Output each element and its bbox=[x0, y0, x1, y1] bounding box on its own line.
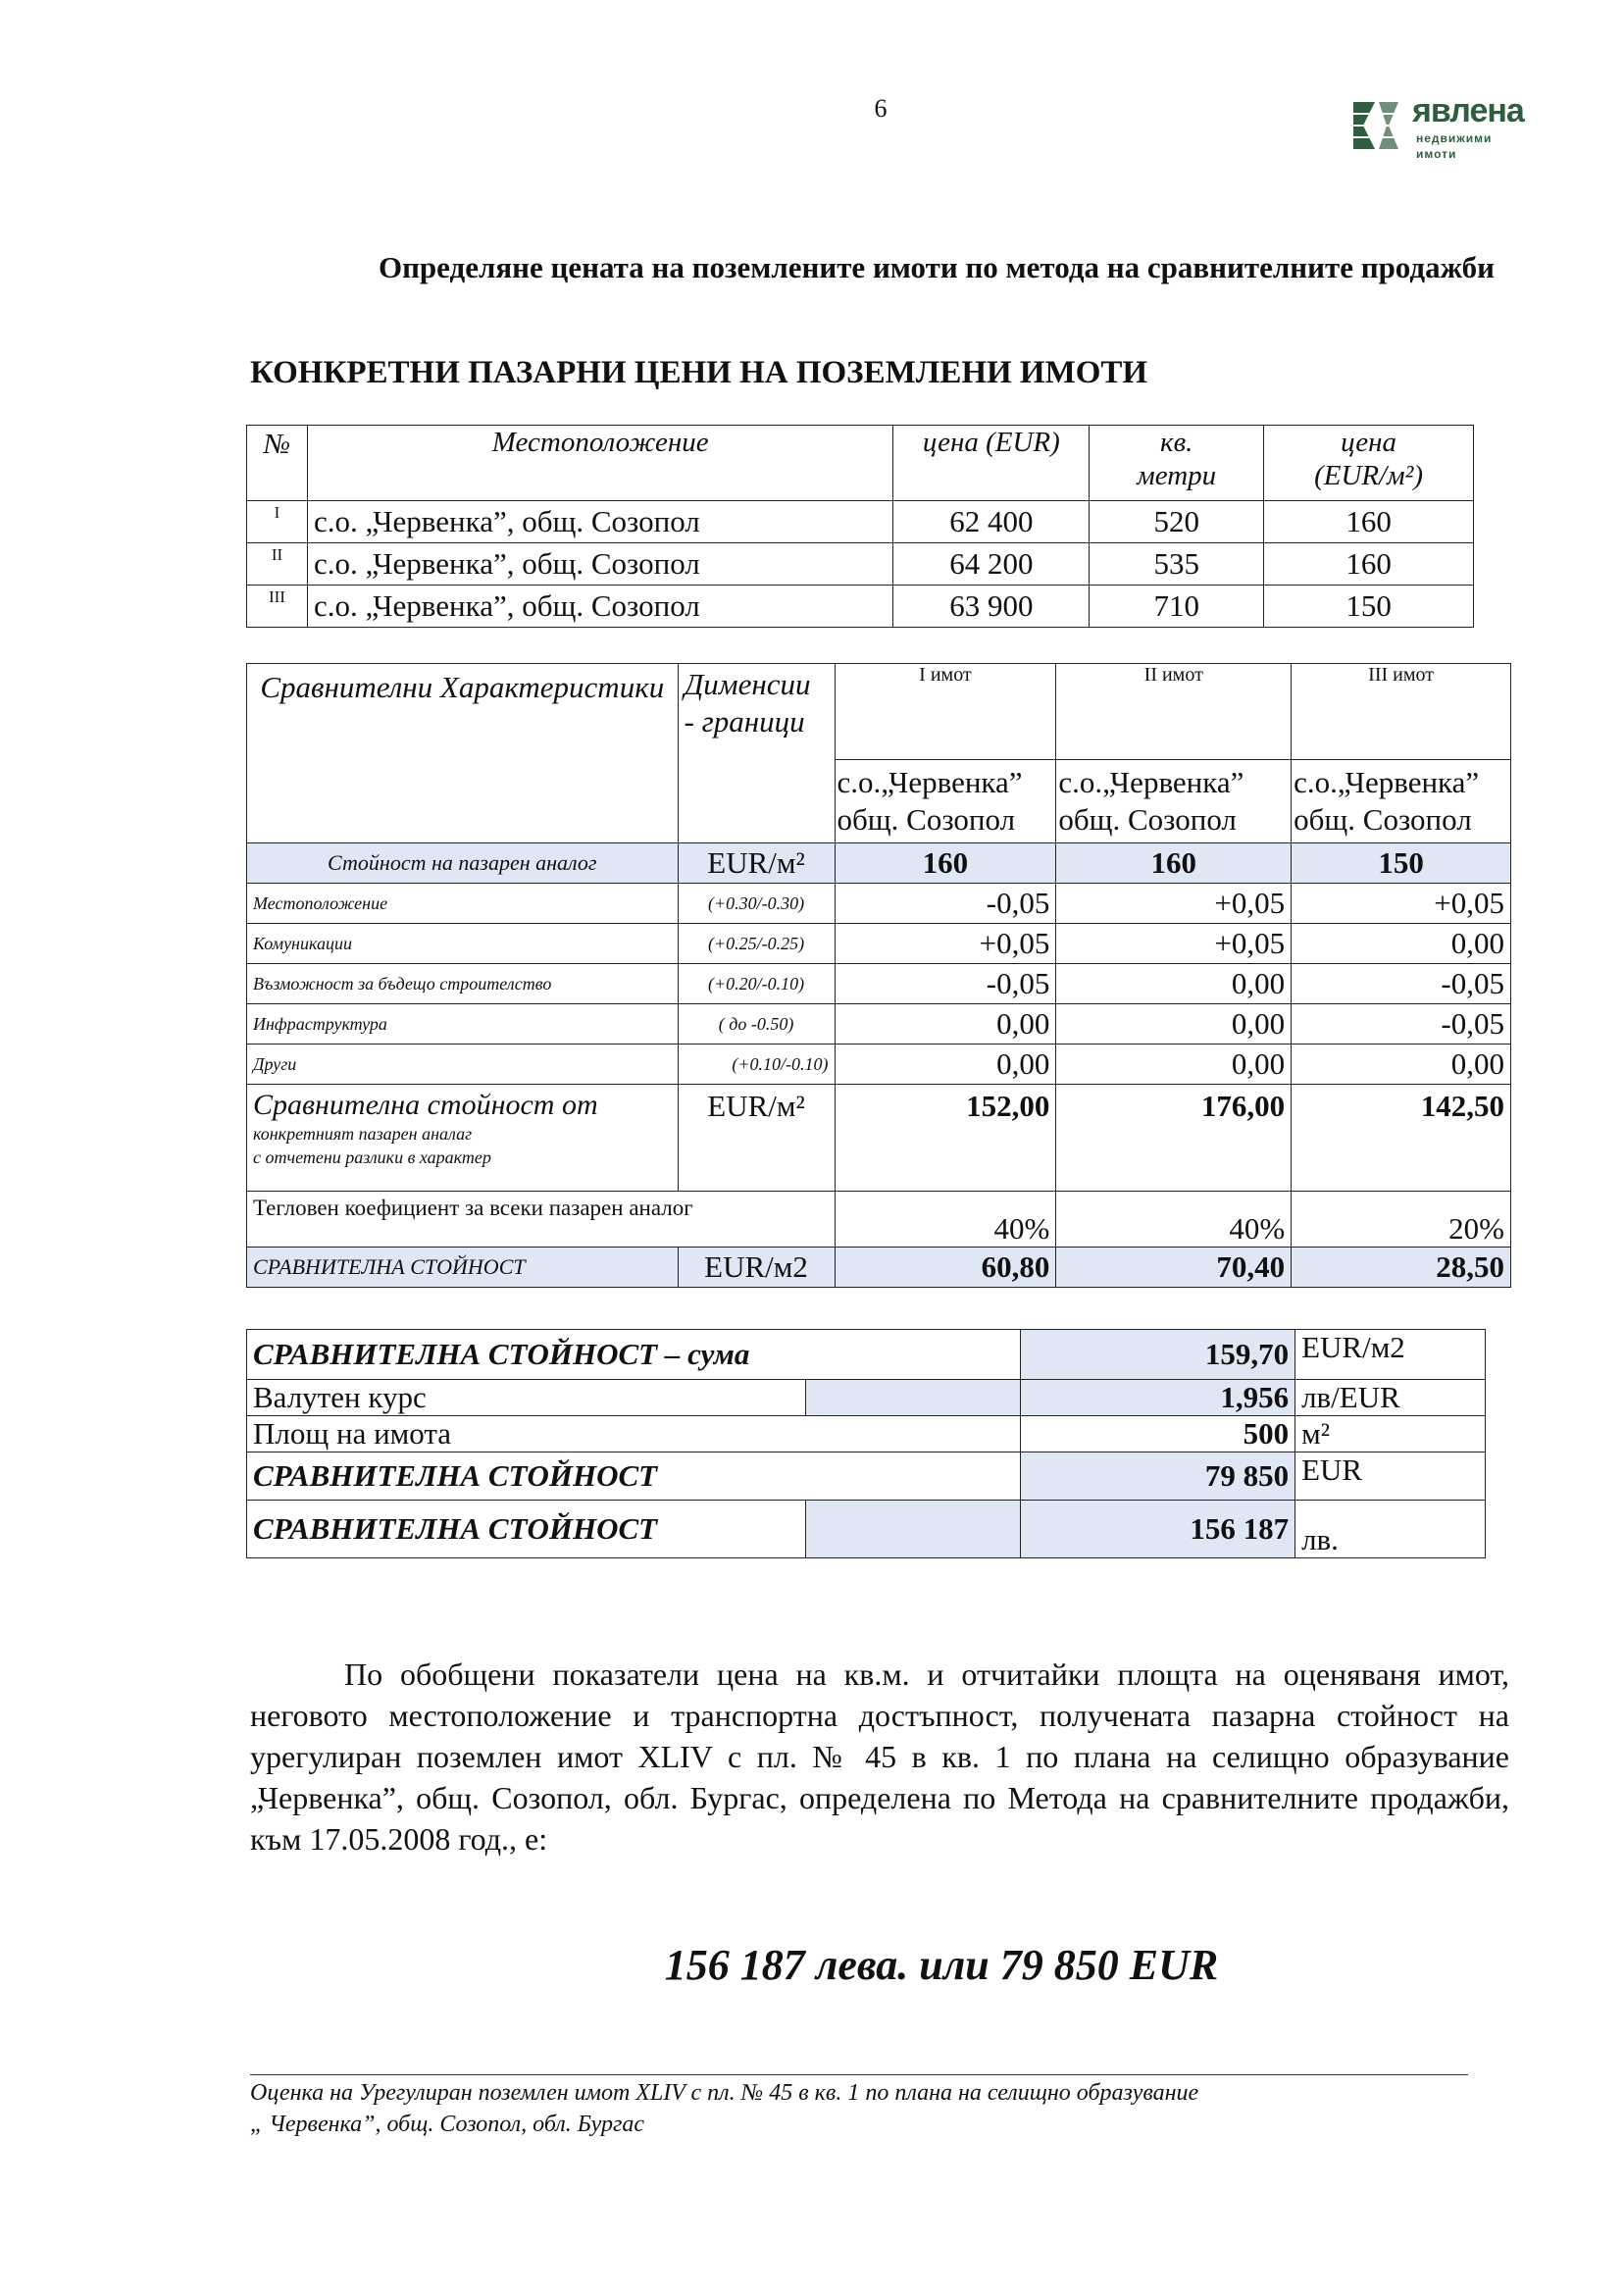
row-unit-price: 160 bbox=[1264, 543, 1474, 586]
weight-value-3: 20% bbox=[1292, 1192, 1511, 1248]
row-range: (+0.20/-0.10) bbox=[678, 964, 835, 1004]
comparative-value-row bbox=[247, 1085, 1511, 1192]
header-property-2: II имот bbox=[1056, 664, 1292, 760]
header-sqm-1: кв. bbox=[1160, 427, 1193, 458]
header-price: цена (EUR) bbox=[893, 426, 1090, 501]
row-sqm: 535 bbox=[1090, 543, 1264, 586]
row-value-1: -0,05 bbox=[835, 964, 1056, 1004]
loc-line-1: с.о.„Червенка” bbox=[837, 764, 1023, 799]
row-sqm: 710 bbox=[1090, 586, 1264, 628]
weight-row bbox=[247, 1192, 1511, 1248]
conclusion-paragraph bbox=[250, 1654, 1509, 1860]
comparative-value-3: 142,50 bbox=[1292, 1085, 1511, 1192]
company-logo bbox=[1349, 92, 1536, 171]
row-label: Комуникации bbox=[247, 924, 679, 964]
area-label: Площ на имота bbox=[247, 1416, 1021, 1452]
market-value-3: 150 bbox=[1292, 843, 1511, 884]
comp-label-3: с отчетени разлики в характер bbox=[253, 1147, 491, 1167]
market-value-label: Стойност на пазарен аналог bbox=[247, 843, 679, 884]
table-row bbox=[247, 1004, 1511, 1045]
logo-subtitle-2: имоти bbox=[1416, 147, 1457, 161]
table-row bbox=[247, 543, 1474, 586]
logo-subtitle-1: недвижими bbox=[1416, 131, 1493, 145]
header-unit-price bbox=[1264, 426, 1474, 501]
row-value-2: 0,00 bbox=[1056, 964, 1292, 1004]
sum-value: 159,70 bbox=[1021, 1330, 1295, 1380]
loc-line-1: с.о.„Червенка” bbox=[1058, 764, 1244, 799]
header-dim-1: Димeнсии bbox=[684, 667, 811, 701]
row-value-3: +0,05 bbox=[1292, 884, 1511, 924]
row-label: Възможност за бъдещо строителство bbox=[247, 964, 679, 1004]
table-header-row bbox=[247, 426, 1474, 501]
weight-value-1: 40% bbox=[835, 1192, 1056, 1248]
summary-value-table bbox=[246, 1329, 1486, 1558]
page-number: 6 bbox=[874, 94, 888, 123]
row-value-1: 0,00 bbox=[835, 1045, 1056, 1085]
value-bgn: 156 187 bbox=[1021, 1501, 1295, 1558]
sum-label: СРАВНИТЕЛНА СТОЙНОСТ – сума bbox=[247, 1330, 1021, 1380]
value-bgn-unit: лв. bbox=[1295, 1501, 1486, 1558]
property-1-location bbox=[835, 759, 1056, 842]
comparative-value-2: 176,00 bbox=[1056, 1085, 1292, 1192]
loc-line-2: общ. Созопол bbox=[1294, 801, 1472, 837]
loc-line-2: общ. Созопол bbox=[837, 801, 1016, 837]
header-characteristics: Сравнителни Характеристики bbox=[247, 664, 679, 843]
logo-mark-icon bbox=[1349, 96, 1402, 153]
row-value-1: -0,05 bbox=[835, 884, 1056, 924]
market-prices-table bbox=[246, 425, 1474, 628]
header-property-3: III имот bbox=[1292, 664, 1511, 760]
row-value-1: +0,05 bbox=[835, 924, 1056, 964]
footer-divider bbox=[250, 2074, 1468, 2075]
header-property-1: I имот bbox=[835, 664, 1056, 760]
row-value-2: 0,00 bbox=[1056, 1004, 1292, 1045]
sum-unit: EUR/м2 bbox=[1295, 1330, 1486, 1380]
row-location: с.о. „Червенка”, общ. Созопол bbox=[307, 543, 892, 586]
row-unit-price: 150 bbox=[1264, 586, 1474, 628]
weight-label: Тегловен коефициент за всеки пазарен аналог bbox=[247, 1192, 836, 1248]
value-bgn-spacer bbox=[805, 1501, 1021, 1558]
table-row bbox=[247, 501, 1474, 543]
summary-sum-row bbox=[247, 1330, 1486, 1380]
exchange-rate-value: 1,956 bbox=[1021, 1380, 1295, 1416]
row-value-2: +0,05 bbox=[1056, 924, 1292, 964]
area-unit: м² bbox=[1295, 1416, 1486, 1452]
header-unit-2: (EUR/м²) bbox=[1314, 460, 1424, 491]
row-location: с.о. „Червенка”, общ. Созопол bbox=[307, 501, 892, 543]
header-location: Местоположение bbox=[307, 426, 892, 501]
summary-value-1: 60,80 bbox=[835, 1248, 1056, 1288]
summary-row bbox=[247, 1248, 1511, 1288]
comparative-value-label bbox=[247, 1085, 679, 1192]
row-label: Други bbox=[247, 1045, 679, 1085]
comparative-characteristics-table bbox=[246, 663, 1511, 1288]
exchange-rate-unit: лв/EUR bbox=[1295, 1380, 1486, 1416]
header-dim-2: - граници bbox=[684, 704, 805, 739]
exchange-rate-row bbox=[247, 1380, 1486, 1416]
final-value: 156 187 лева. или 79 850 EUR bbox=[664, 1941, 1219, 1989]
row-no: I bbox=[247, 501, 308, 543]
property-3-location bbox=[1292, 759, 1511, 842]
value-bgn-row bbox=[247, 1501, 1486, 1558]
value-eur-row bbox=[247, 1452, 1486, 1501]
row-unit-price: 160 bbox=[1264, 501, 1474, 543]
header-unit-1: цена bbox=[1341, 427, 1397, 458]
loc-line-2: общ. Созопол bbox=[1058, 801, 1237, 837]
summary-label: СРАВНИТЕЛНА СТОЙНОСТ bbox=[247, 1248, 679, 1288]
header-sqm-2: метри bbox=[1137, 460, 1217, 491]
area-row bbox=[247, 1416, 1486, 1452]
row-range: ( до -0.50) bbox=[678, 1004, 835, 1045]
header-dimensions bbox=[678, 664, 835, 843]
header-sqm bbox=[1090, 426, 1264, 501]
document-title: Определяне цената на поземлените имоти по метода на сравнителните продажби bbox=[378, 250, 1496, 284]
table-row bbox=[247, 924, 1511, 964]
weight-value-2: 40% bbox=[1056, 1192, 1292, 1248]
logo-name: явлена bbox=[1412, 92, 1524, 129]
summary-value-3: 28,50 bbox=[1292, 1248, 1511, 1288]
row-no: II bbox=[247, 543, 308, 586]
section-title: КОНКРЕТНИ ПАЗАРНИ ЦЕНИ НА ПОЗЕМЛЕНИ ИМОТИ bbox=[250, 355, 1148, 390]
footer bbox=[250, 2077, 1198, 2140]
market-value-1: 160 bbox=[835, 843, 1056, 884]
value-eur: 79 850 bbox=[1021, 1452, 1295, 1501]
property-2-location bbox=[1056, 759, 1292, 842]
loc-line-1: с.о.„Червенка” bbox=[1294, 764, 1480, 799]
table-row bbox=[247, 964, 1511, 1004]
comparative-value-1: 152,00 bbox=[835, 1085, 1056, 1192]
row-location: с.о. „Червенка”, общ. Созопол bbox=[307, 586, 892, 628]
row-label: Инфраструктура bbox=[247, 1004, 679, 1045]
row-value-3: -0,05 bbox=[1292, 1004, 1511, 1045]
market-value-unit: EUR/м² bbox=[678, 843, 835, 884]
row-value-2: 0,00 bbox=[1056, 1045, 1292, 1085]
table-row bbox=[247, 1045, 1511, 1085]
row-value-3: 0,00 bbox=[1292, 1045, 1511, 1085]
row-range: (+0.25/-0.25) bbox=[678, 924, 835, 964]
row-value-2: +0,05 bbox=[1056, 884, 1292, 924]
exchange-rate-label: Валутен курс bbox=[247, 1380, 806, 1416]
row-sqm: 520 bbox=[1090, 501, 1264, 543]
row-label: Местоположение bbox=[247, 884, 679, 924]
value-eur-label: СРАВНИТЕЛНА СТОЙНОСТ bbox=[247, 1452, 1021, 1501]
row-price: 64 200 bbox=[893, 543, 1090, 586]
value-eur-unit: EUR bbox=[1295, 1452, 1486, 1501]
row-no: III bbox=[247, 586, 308, 628]
comp-label-1: Сравнителна стойност от bbox=[253, 1089, 598, 1121]
exchange-rate-spacer bbox=[805, 1380, 1021, 1416]
footer-line-1: Оценка на Урегулиран поземлен имот XLIV с пл. № 45 в кв. 1 по плана на селищно образувание bbox=[250, 2080, 1199, 2106]
row-value-3: -0,05 bbox=[1292, 964, 1511, 1004]
table-row bbox=[247, 586, 1474, 628]
comparative-value-unit: EUR/м² bbox=[678, 1085, 835, 1192]
summary-unit: EUR/м2 bbox=[678, 1248, 835, 1288]
row-range: (+0.10/-0.10) bbox=[678, 1045, 835, 1085]
area-value: 500 bbox=[1021, 1416, 1295, 1452]
row-price: 62 400 bbox=[893, 501, 1090, 543]
table-row bbox=[247, 884, 1511, 924]
table-header-row bbox=[247, 664, 1511, 760]
header-no: № bbox=[247, 426, 308, 501]
comp-label-2: конкретният пазарен аналаг bbox=[253, 1124, 473, 1144]
footer-line-2: „ Червенка”, общ. Созопол, обл. Бургас bbox=[250, 2112, 644, 2137]
row-price: 63 900 bbox=[893, 586, 1090, 628]
row-range: (+0.30/-0.30) bbox=[678, 884, 835, 924]
summary-value-2: 70,40 bbox=[1056, 1248, 1292, 1288]
row-value-3: 0,00 bbox=[1292, 924, 1511, 964]
market-value-2: 160 bbox=[1056, 843, 1292, 884]
row-value-1: 0,00 bbox=[835, 1004, 1056, 1045]
value-bgn-label: СРАВНИТЕЛНА СТОЙНОСТ bbox=[247, 1501, 806, 1558]
market-value-row bbox=[247, 843, 1511, 884]
paragraph-text: По обобщени показатели цена на кв.м. и отчитайки площта на оценяваня имот, неговото местоположение и транспортна достъпност, получената пазарна стойност на урегулиран поземлен имот XLIV с пл. № 45 в кв. 1 по плана на селищно образувание „Червенка”, общ. Созопол, обл. Бургас, определена по Метода на сравнителните продажби, към 17.05.2008 год., е: bbox=[250, 1656, 1509, 1857]
